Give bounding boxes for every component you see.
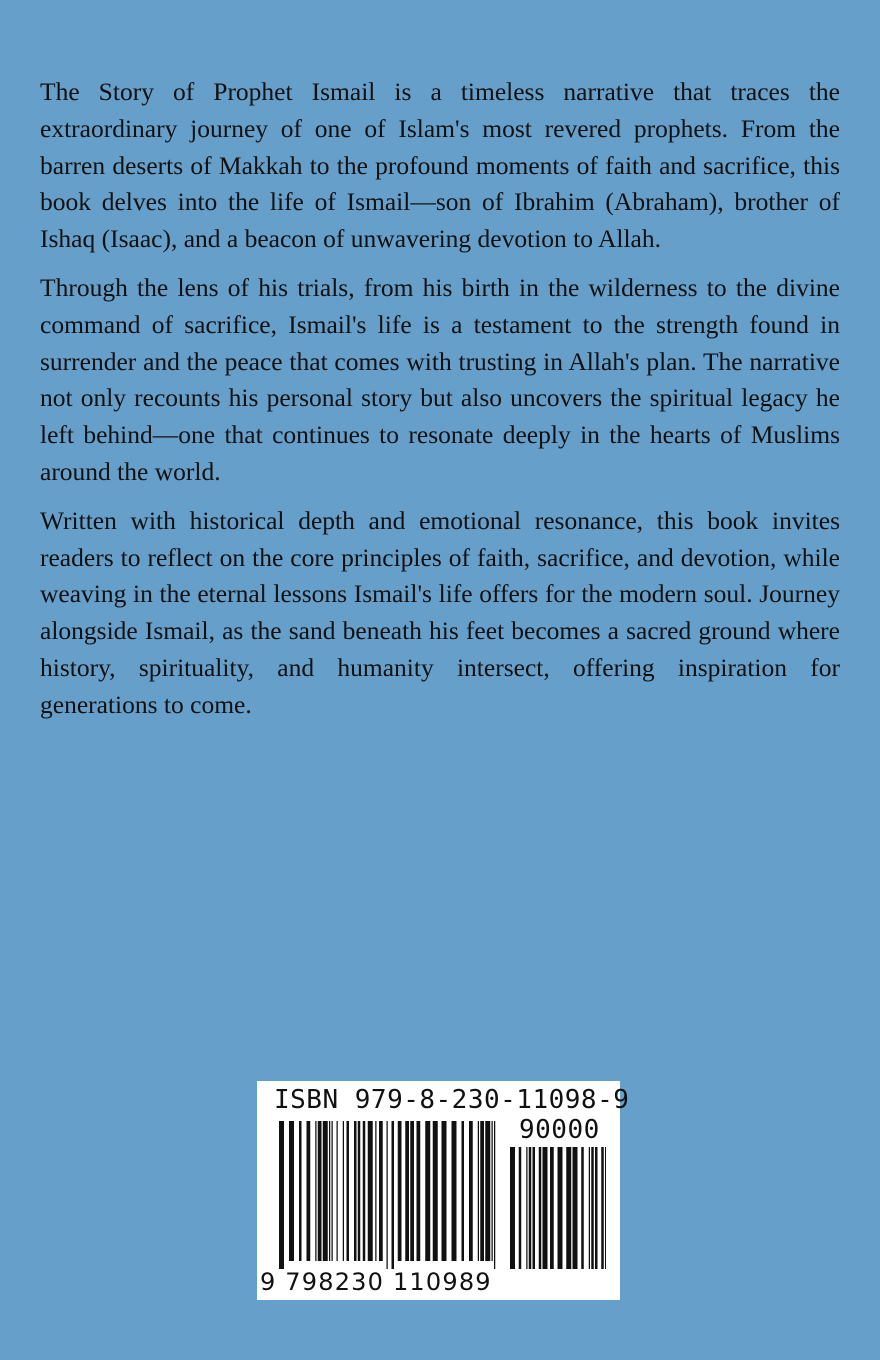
barcode-bar (526, 1147, 527, 1269)
barcode-bar (480, 1121, 484, 1261)
description-paragraph-3: Written with historical depth and emotional resonance, this book invites readers to reflect on the core principles of faith, sacrifice, and devotion, while weaving in the eternal lessons Ismail's life offers for the modern soul. Journey alongside Ismail, as the sand beneath his feet becomes a sacred ground where history, spirituality, and humanity intersect, offering inspiration for generations to come. (40, 505, 840, 719)
barcode-bar (358, 1121, 361, 1261)
barcode-digits: 9 798230 110989 (260, 1268, 492, 1296)
barcode-bar (469, 1121, 473, 1261)
description-paragraph-1: The Story of Prophet Ismail is a timeless narrative that traces the extraordinary journey of one of Islam's most revered prophets. From the barren deserts of Makkah to the profound moments of faith and sacrifice, this book delves into the life of Ismail—son of Ibrahim (Abraham), brother of Ishaq (Isaac), and a beacon of unwavering devotion to Allah. (40, 77, 840, 254)
barcode-bar (566, 1147, 571, 1269)
barcode-bar (347, 1121, 350, 1261)
barcode-bar (417, 1121, 421, 1261)
barcode-bar (573, 1147, 578, 1269)
price-code: 90000 (519, 1115, 600, 1145)
barcode-bar (595, 1147, 598, 1269)
barcode-bar (368, 1121, 373, 1261)
barcode-bar (581, 1147, 584, 1269)
description-paragraph-2: Through the lens of his trials, from his birth in the wilderness to the divine command of sacrifice, Ismail's life is a testament to the strength found in surrender and the peace that comes with trusting in Allah's plan. The narrative not only recounts his personal story but also uncovers the spiritual legacy he left behind—one that continues to resonate deeply in the hearts of Muslims around the world. (40, 272, 840, 486)
barcode-bar (558, 1147, 563, 1269)
barcode-bar (279, 1121, 284, 1269)
barcode-bar (318, 1121, 322, 1261)
barcode-bar (510, 1147, 515, 1269)
isbn-barcode-box (257, 1081, 630, 1300)
barcode-bar (354, 1121, 357, 1261)
barcode-bar (392, 1121, 395, 1269)
barcode-bar (307, 1121, 311, 1261)
barcode-bar (332, 1121, 333, 1261)
barcode-bar (543, 1147, 548, 1269)
barcode-bar (299, 1121, 302, 1261)
barcode-bar (494, 1121, 495, 1269)
barcode-bar (343, 1121, 344, 1261)
barcode-bar (539, 1147, 542, 1269)
barcode-bar (529, 1147, 532, 1269)
barcode-bar (425, 1121, 430, 1261)
ean13-barcode (279, 1121, 499, 1269)
barcode-bar (478, 1121, 479, 1261)
barcode-bar (485, 1121, 490, 1261)
barcode-bar (387, 1121, 388, 1269)
barcode-bar (442, 1121, 447, 1261)
barcode-bar (519, 1147, 522, 1269)
barcode-bar (452, 1121, 457, 1261)
barcode-bar (433, 1121, 438, 1261)
price-addon-barcode (510, 1147, 606, 1269)
barcode-bar (550, 1147, 554, 1269)
barcode-bar (289, 1121, 294, 1261)
barcode-bar (462, 1121, 465, 1261)
isbn-label: ISBN 979-8-230-11098-9 (274, 1085, 630, 1115)
barcode-bar (323, 1121, 328, 1261)
barcode-bar (405, 1121, 409, 1261)
barcode-bar (329, 1121, 330, 1261)
barcode-bar (605, 1147, 606, 1269)
barcode-bar (589, 1147, 590, 1269)
barcode-bar (337, 1121, 338, 1261)
barcode-bar (410, 1121, 414, 1261)
barcode-bar (363, 1121, 366, 1261)
barcode-bar (398, 1121, 402, 1261)
barcode-bar (315, 1121, 316, 1261)
barcode-bar (591, 1147, 594, 1269)
barcode-bar (375, 1121, 376, 1261)
book-description (40, 74, 840, 736)
barcode-bar (601, 1147, 604, 1269)
barcode-bar (492, 1121, 493, 1261)
barcode-bar (379, 1121, 383, 1261)
barcode-bar (533, 1147, 536, 1269)
